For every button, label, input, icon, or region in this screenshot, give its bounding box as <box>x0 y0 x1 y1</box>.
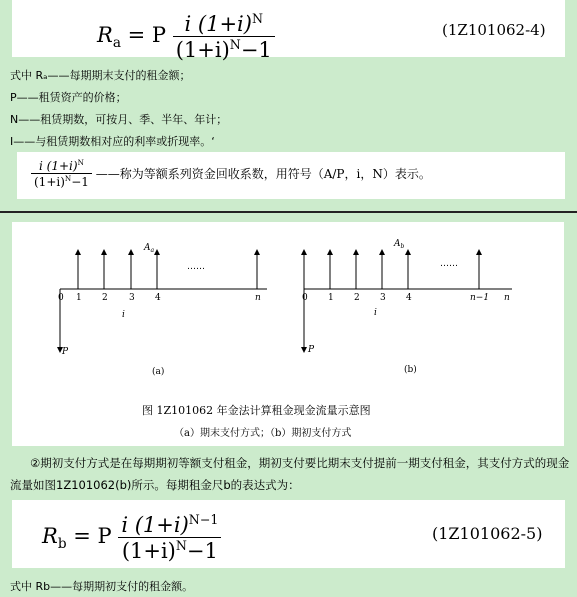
body-paragraph: ②期初支付方式是在每期期初等额支付租金，期初支付要比期末支付提前一期支付租金，其支付方式的现金流量如图1Z101062(b)所示。每期租金尺b的表达式为： <box>10 456 570 492</box>
formula-box-b <box>12 500 565 568</box>
ellipsis-b: …… <box>440 259 458 269</box>
svg-text:1: 1 <box>76 293 82 303</box>
svg-text:3: 3 <box>129 293 135 303</box>
equation-number-b: (1Z101062-5) <box>432 524 543 543</box>
formula-b: $R_b = P$ $\frac{i (1+i)^{N-1}}{(1+i)^N-1}$ <box>42 512 221 563</box>
figure-subcaption: （a）期末支付方式；（b）期初支付方式 <box>174 428 352 439</box>
panel-label-a: (a) <box>152 367 165 377</box>
formula-a: $R_a = P$ $\frac{i (1+i)^N}{(1+i)^N-1}$ <box>97 11 275 62</box>
equation-number-a: (1Z101062-4) <box>442 21 546 39</box>
section-divider <box>0 211 577 213</box>
tick-labels-b <box>302 293 510 303</box>
cashflow-figure <box>12 222 564 446</box>
definition-line: P——租赁资产的价格； <box>10 91 127 104</box>
svg-text:0: 0 <box>58 293 64 303</box>
annuity-label-a: $A_a$ <box>144 243 155 254</box>
svg-text:n: n <box>504 293 510 303</box>
panel-label-b: (b) <box>404 365 417 375</box>
rate-label-b: i <box>374 308 377 318</box>
svg-text:2: 2 <box>102 293 108 303</box>
factor-description: ——称为等额系列资金回收系数，用符号（A/P，i，N）表示。 <box>95 167 431 181</box>
factor-fraction: $\frac{i (1+i)^N}{(1+i)^N-1}$ <box>31 158 92 189</box>
factor-box <box>17 152 565 199</box>
cashflow-diagram <box>12 222 564 446</box>
fraction-a: $\frac{i (1+i)^N}{(1+i)^N-1}$ <box>173 11 275 62</box>
definition-line: N——租赁期数，可按月、季、半年、年计； <box>10 113 228 126</box>
definition-line: I——与租赁期数相对应的利率或折现率。‘ <box>10 135 215 148</box>
svg-text:0: 0 <box>302 293 308 303</box>
svg-text:n−1: n−1 <box>470 293 490 303</box>
rate-label-a: i <box>122 310 125 320</box>
definition-line: 式中 Rₐ——每期期末支付的租金额； <box>10 69 191 82</box>
svg-text:1: 1 <box>328 293 334 303</box>
formula-box-a <box>12 0 565 62</box>
definition-line-b: 式中 Rb——每期期初支付的租金额。 <box>10 580 194 593</box>
svg-text:4: 4 <box>155 293 161 303</box>
figure-caption: 图 1Z101062 年金法计算租金现金流量示意图 <box>142 404 371 417</box>
svg-text:3: 3 <box>380 293 386 303</box>
svg-text:n: n <box>255 293 261 303</box>
principal-label-b: P <box>308 345 315 355</box>
principal-label-a: P <box>62 347 69 357</box>
fraction-b: $\frac{i (1+i)^{N-1}}{(1+i)^N-1}$ <box>118 512 221 563</box>
inflow-arrows-b <box>304 252 479 289</box>
annuity-label-b: $A_b$ <box>394 239 405 250</box>
tick-labels-a <box>58 293 261 303</box>
svg-text:4: 4 <box>406 293 412 303</box>
ellipsis-a: …… <box>187 262 205 272</box>
inflow-arrows-a <box>78 252 257 289</box>
svg-text:2: 2 <box>354 293 360 303</box>
